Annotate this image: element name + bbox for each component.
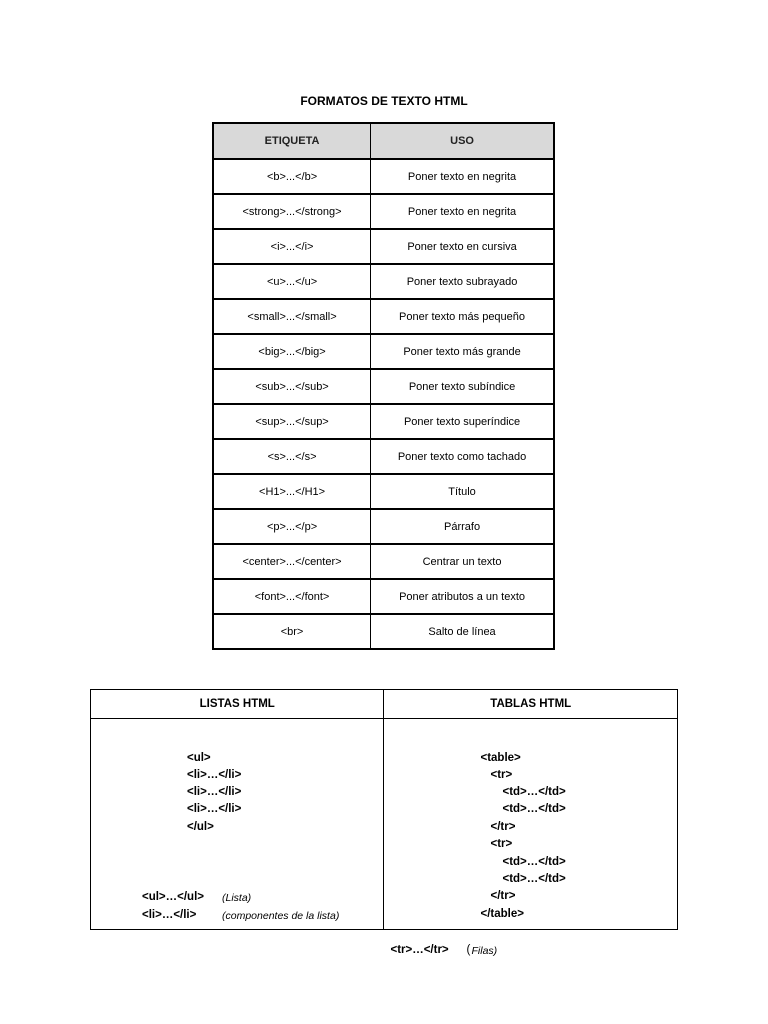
use-cell: Poner texto más pequeño — [371, 299, 554, 334]
lists-code-cell — [91, 719, 384, 930]
reference-header-row — [91, 690, 678, 719]
table-row — [213, 474, 554, 509]
code-line: </tr> — [490, 890, 516, 902]
code-line: <li>…</li> — [142, 909, 197, 921]
table-row — [213, 334, 554, 369]
use-cell: Poner texto superíndice — [371, 404, 554, 439]
tag-cell: <s>...</s> — [213, 439, 371, 474]
tag-cell: <center>...</center> — [213, 544, 371, 579]
table-row — [213, 159, 554, 194]
code-line: </tr> — [490, 821, 516, 833]
code-line: <td>…</td> — [502, 786, 566, 798]
table-row — [213, 229, 554, 264]
table-row — [213, 404, 554, 439]
use-cell: Párrafo — [371, 509, 554, 544]
code-line: <td>…</td> — [502, 856, 566, 868]
code-line: <li>…</li> — [187, 786, 242, 798]
tag-cell: <big>...</big> — [213, 334, 371, 369]
table-row — [213, 439, 554, 474]
use-column-header: USO — [371, 123, 554, 159]
reference-body-row — [91, 719, 678, 930]
tables-header: TABLAS HTML — [384, 690, 678, 719]
code-line: <li>…</li> — [187, 769, 242, 781]
tag-column-header: ETIQUETA — [213, 123, 371, 159]
code-line: <td>…</td> — [502, 803, 566, 815]
code-note-paren: ( — [466, 944, 471, 956]
tag-cell: <br> — [213, 614, 371, 649]
tag-cell: <i>...</i> — [213, 229, 371, 264]
use-cell: Poner texto en cursiva — [371, 229, 554, 264]
code-line: <tr> — [490, 838, 513, 850]
code-line: <tr> — [490, 769, 513, 781]
tag-cell: <H1>...</H1> — [213, 474, 371, 509]
table-row — [213, 509, 554, 544]
table-row — [213, 194, 554, 229]
code-line: <table> — [480, 752, 521, 764]
tags-table-header-row — [213, 123, 554, 159]
code-line: <td>…</td> — [502, 873, 566, 885]
tag-cell: <sup>...</sup> — [213, 404, 371, 439]
table-row — [213, 614, 554, 649]
tag-cell: <strong>...</strong> — [213, 194, 371, 229]
tag-cell: <b>...</b> — [213, 159, 371, 194]
tag-cell: <sub>...</sub> — [213, 369, 371, 404]
table-row — [213, 369, 554, 404]
code-line: <ul>…</ul> — [142, 891, 204, 903]
use-cell: Poner texto subíndice — [371, 369, 554, 404]
code-line: <li>…</li> — [187, 803, 242, 815]
use-cell: Título — [371, 474, 554, 509]
code-line: </table> — [480, 908, 524, 920]
use-cell: Poner texto en negrita — [371, 159, 554, 194]
code-line: <tr>…</tr> — [390, 944, 449, 956]
use-cell: Salto de línea — [371, 614, 554, 649]
tag-cell: <small>...</small> — [213, 299, 371, 334]
tables-code-cell — [384, 719, 678, 957]
tag-cell: <p>...</p> — [213, 509, 371, 544]
tag-cell: <font>...</font> — [213, 579, 371, 614]
lists-and-tables-reference — [90, 689, 678, 957]
tag-cell: <u>...</u> — [213, 264, 371, 299]
table-row — [213, 264, 554, 299]
code-note: Filas) — [471, 945, 498, 957]
code-line: <ul> — [187, 752, 211, 764]
use-cell: Poner texto más grande — [371, 334, 554, 369]
use-cell: Poner texto como tachado — [371, 439, 554, 474]
use-cell: Centrar un texto — [371, 544, 554, 579]
html-tags-table — [212, 122, 555, 650]
table-row — [213, 579, 554, 614]
use-cell: Poner texto subrayado — [371, 264, 554, 299]
table-row — [213, 544, 554, 579]
code-note: (componentes de la lista) — [222, 910, 340, 922]
use-cell: Poner texto en negrita — [371, 194, 554, 229]
lists-header: LISTAS HTML — [91, 690, 384, 719]
page-title: FORMATOS DE TEXTO HTML — [300, 94, 468, 108]
code-line: </ul> — [187, 821, 214, 833]
table-row — [213, 299, 554, 334]
code-note: (Lista) — [222, 892, 252, 904]
use-cell: Poner atributos a un texto — [371, 579, 554, 614]
